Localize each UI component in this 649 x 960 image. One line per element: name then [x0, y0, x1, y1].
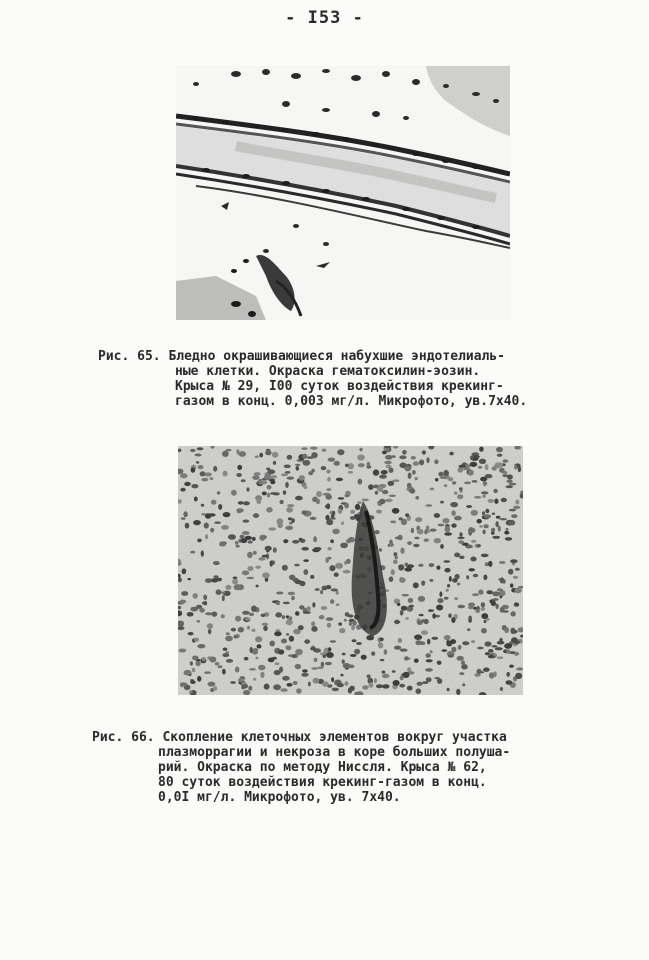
caption-line: 80 суток воздействия крекинг-газом в конц. — [158, 775, 487, 790]
caption-line: Крыса № 29, I00 суток воздействия крекинг- — [175, 379, 504, 394]
caption-line: Рис. 65. Бледно окрашивающиеся набухшие эндотелиаль- — [98, 349, 505, 364]
micrograph-figure-65 — [176, 66, 510, 320]
figure-65-label: Рис. 65. — [98, 349, 161, 364]
micrograph-65-image — [176, 66, 510, 320]
caption-line: газом в конц. 0,003 мг/л. Микрофото, ув.7х40. — [175, 394, 528, 409]
figure-65-caption — [98, 349, 527, 409]
figure-66-caption — [92, 730, 510, 805]
figure-66-label: Рис. 66. — [92, 730, 155, 745]
caption-line: 0,0I мг/л. Микрофото, ув. 7х40. — [158, 790, 401, 805]
caption-line: ные клетки. Окраска гематоксилин-эозин. — [175, 364, 481, 379]
caption-line: Рис. 66. Скопление клеточных элементов вокруг участка — [92, 730, 507, 745]
page-number: - I53 - — [285, 8, 364, 28]
micrograph-66-image — [178, 446, 523, 695]
caption-line: рий. Окраска по методу Ниссля. Крыса № 62, — [158, 760, 487, 775]
micrograph-figure-66 — [178, 446, 523, 695]
caption-line: плазморрагии и некроза в коре больших полуша- — [158, 745, 511, 760]
